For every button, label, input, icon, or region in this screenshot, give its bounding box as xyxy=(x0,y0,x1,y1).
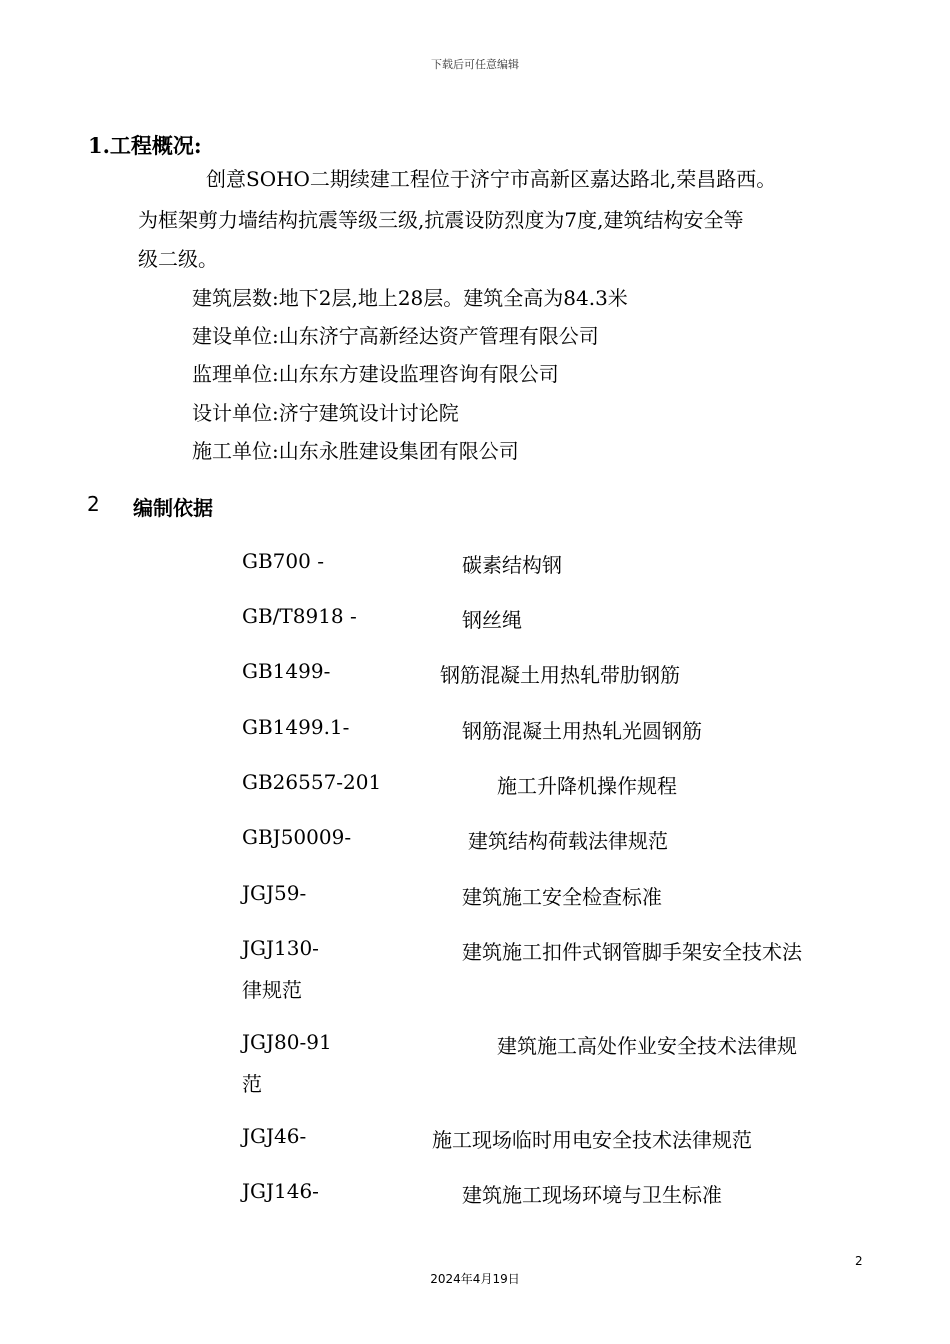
standard-code: GB26557-201 xyxy=(242,770,382,794)
section-1-title: 1.工程概况: xyxy=(88,133,202,158)
overview-text-line-1: 创意SOHO二期续建工程位于济宁市高新区嘉达路北,荣昌路西。 xyxy=(206,167,777,191)
standard-code: JGJ146- xyxy=(242,1179,319,1203)
standard-code: JGJ80-91 xyxy=(242,1030,332,1054)
standard-code: JGJ130- xyxy=(242,936,319,960)
standard-code: GB700 - xyxy=(242,549,324,573)
standard-code: GB1499- xyxy=(242,659,331,683)
standard-name-continuation: 律规范 xyxy=(242,978,302,1002)
overview-text-line-3: 级二级。 xyxy=(138,247,218,271)
standard-name: 钢丝绳 xyxy=(462,608,522,632)
standard-name-continuation: 范 xyxy=(242,1072,262,1096)
standard-code: GB1499.1- xyxy=(242,715,350,739)
standard-name: 建筑施工扣件式钢管脚手架安全技术法 xyxy=(462,940,802,964)
footer-date: 2024年4月19日 xyxy=(430,1272,520,1286)
standard-name: 建筑结构荷载法律规范 xyxy=(468,829,668,853)
standard-code: GB/T8918 - xyxy=(242,604,357,628)
fact-owner: 建设单位:山东济宁高新经达资产管理有限公司 xyxy=(192,324,599,348)
overview-text-line-2: 为框架剪力墙结构抗震等级三级,抗震设防烈度为7度,建筑结构安全等 xyxy=(138,208,744,232)
fact-contractor: 施工单位:山东永胜建设集团有限公司 xyxy=(192,439,519,463)
standard-name: 钢筋混凝土用热轧带肋钢筋 xyxy=(440,663,680,687)
standard-name: 建筑施工安全检查标准 xyxy=(462,885,662,909)
fact-designer: 设计单位:济宁建筑设计讨论院 xyxy=(192,401,459,425)
page-header: 下载后可任意编辑 xyxy=(431,58,519,71)
section-2-number: 2 xyxy=(87,492,100,516)
section-2-title: 编制依据 xyxy=(133,496,213,520)
standard-name: 施工升降机操作规程 xyxy=(497,774,677,798)
standard-name: 建筑施工现场环境与卫生标准 xyxy=(462,1183,722,1207)
fact-building-floors: 建筑层数:地下2层,地上28层。建筑全高为84.3米 xyxy=(192,286,628,310)
standard-name: 建筑施工高处作业安全技术法律规 xyxy=(497,1034,797,1058)
standard-code: GBJ50009- xyxy=(242,825,352,849)
standard-code: JGJ59- xyxy=(242,881,307,905)
standard-name: 施工现场临时用电安全技术法律规范 xyxy=(432,1128,752,1152)
page-number: 2 xyxy=(855,1254,863,1268)
standard-name: 钢筋混凝土用热轧光圆钢筋 xyxy=(462,719,702,743)
standard-code: JGJ46- xyxy=(242,1124,307,1148)
standard-name: 碳素结构钢 xyxy=(462,553,562,577)
fact-supervisor: 监理单位:山东东方建设监理咨询有限公司 xyxy=(192,362,559,386)
